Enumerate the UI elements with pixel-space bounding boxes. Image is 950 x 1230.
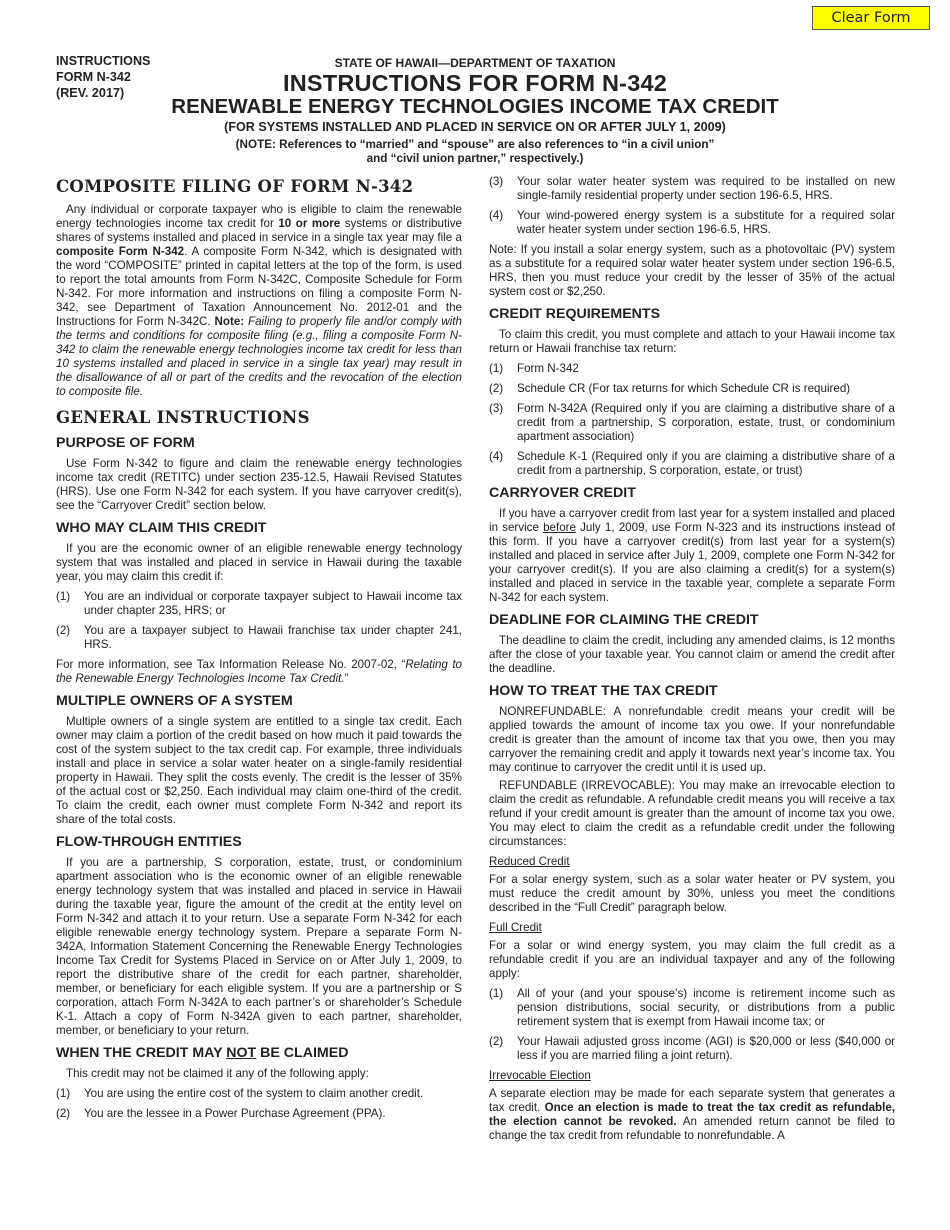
who-may-claim-heading: WHO MAY CLAIM THIS CREDIT: [56, 520, 267, 536]
full-credit-paragraph: For a solar or wind energy system, you may claim the full credit as a refundable credit if you are an individual taxpayer and any of the following apply:: [489, 939, 895, 980]
list-item: (4) Schedule K-1 (Required only if you are claiming a distributive share of a credit from a partnership, S corporation, estate, or trust): [489, 450, 895, 477]
left-column: [56, 175, 462, 1127]
tir-reference: For more information, see Tax Information Release No. 2007-02, “Relating to the Renewable Energy Technologies Income Tax Credit.”: [56, 658, 462, 685]
treat-credit-heading: HOW TO TREAT THE TAX CREDIT: [489, 683, 718, 699]
reduced-credit-paragraph: For a solar energy system, such as a solar water heater or PV system, you must reduce the credit amount by 30%, unless you meet the conditions described in the “Full Credit” paragraph below.: [489, 873, 895, 914]
flow-through-paragraph: If you are a partnership, S corporation, estate, trust, or condominium apartment association who is the economic owner of an eligible renewable energy technology system that was installed and placed in service in Hawaii during the taxable year, figure the amount of the credit at the entity level on Form N-342 and attach it to your return. Use a separate Form N-342 for each eligible renewable energy technology system. Prepare a separate Form N-342A, Information Statement Concerning the Renewable Energy Technologies Income Tax Credit for Systems Placed in Service on or After July 1, 2009, to report the distributive share of the credit for each partner, shareholder, member, or beneficiary for each eligible system. If you are a partnership or S corporation, attach Form N-342A to each partner’s or shareholder’s Schedule K-1. Attach a copy of Form N-342A given to each partner, shareholder, member, or beneficiary to your return.: [56, 856, 462, 1037]
not-claimed-note: Note: If you install a solar energy system, such as a photovoltaic (PV) system as a substitute for a required solar water heater system under section 196-6.5, HRS, then you must reduce your credit by the lesser of 35% of the actual system cost or $2,250.: [489, 243, 895, 298]
right-column: [489, 175, 895, 1149]
list-item: (2) Your Hawaii adjusted gross income (AGI) is $20,000 or less ($40,000 or less if you are married filing a joint return).: [489, 1035, 895, 1062]
deadline-heading: DEADLINE FOR CLAIMING THE CREDIT: [489, 612, 759, 628]
list-item: (1) You are an individual or corporate taxpayer subject to Hawaii income tax under chapter 235, HRS; or: [56, 590, 462, 617]
deadline-paragraph: The deadline to claim the credit, including any amended claims, is 12 months after the close of your taxable year. You cannot claim or amend the credit after the deadline.: [489, 634, 895, 675]
multiple-owners-heading: MULTIPLE OWNERS OF A SYSTEM: [56, 693, 293, 709]
page-title: INSTRUCTIONS FOR FORM N-342: [282, 70, 668, 96]
list-item: (3) Your solar water heater system was required to be installed on new single-family residential property under section 196-6.5, HRS.: [489, 175, 895, 202]
who-may-claim-paragraph: If you are the economic owner of an eligible renewable energy technology system that was installed and placed in service in Hawaii during the taxable year, you may claim this credit if:: [56, 542, 462, 583]
list-item: (2) You are a taxpayer subject to Hawaii franchise tax under chapter 241, HRS.: [56, 624, 462, 651]
carryover-heading: CARRYOVER CREDIT: [489, 485, 636, 501]
nonrefundable-paragraph: NONREFUNDABLE: A nonrefundable credit means your credit will be applied towards the amount of income tax you owe. If your nonrefundable credit is greater than the amount of income tax that you owe, then you may carryover the remaining credit and apply it towards next year’s income tax. You may continue to carryover the credit until it is used up.: [489, 705, 895, 774]
reduced-credit-label: Reduced Credit: [489, 855, 570, 868]
multiple-owners-paragraph: Multiple owners of a single system are entitled to a single tax credit. Each owner may claim a portion of the credit based on how much it paid towards the cost of the system subject to the tax credit cap. For example, three individuals install and place in service a solar water heater on a single-family residential property in Hawaii. They split the costs evenly. The credit is the lesser of 35% of the actual cost or $2,250. Each individual may claim one-third of the credit. To claim the credit, each owner must complete Form N-342 and report its share of the total costs.: [56, 715, 462, 826]
credit-requirements-paragraph: To claim this credit, you must complete and attach to your Hawaii income tax return or Hawaii franchise tax return:: [489, 328, 895, 355]
general-instructions-heading: GENERAL INSTRUCTIONS: [56, 408, 310, 427]
credit-requirements-heading: CREDIT REQUIREMENTS: [489, 306, 661, 322]
irrevocable-election-paragraph: A separate election may be made for each separate system that generates a tax credit. Once an election is made to treat the tax credit as refundable, the election cannot be revoked. An amended return cannot be filed to change the tax credit from refundable to nonrefundable. A: [489, 1087, 895, 1142]
not-claimed-heading: WHEN THE CREDIT MAY NOT BE CLAIMED: [56, 1045, 349, 1061]
carryover-paragraph: If you have a carryover credit from last year for a system installed and placed in service before July 1, 2009, use Form N-323 and its instructions instead of this form. If you have a carryover credit(s) from last year for a system(s) installed and placed in service after July 1, 2009, complete one Form N-342 for your carryover credit(s). If you are also claiming a credit(s) for a system(s) installed and placed in service in the taxable year, complete a separate Form N-342 for each system.: [489, 507, 895, 604]
list-item: (2) Schedule CR (For tax returns for which Schedule CR is required): [489, 382, 851, 395]
composite-heading: COMPOSITE FILING OF FORM N-342: [56, 177, 414, 196]
purpose-heading: PURPOSE OF FORM: [56, 435, 195, 451]
list-item: (1) Form N-342: [489, 362, 579, 375]
irrevocable-election-label: Irrevocable Election: [489, 1069, 591, 1082]
civil-union-note-line-1: (NOTE: References to “married” and “spouse” are also references to “in a civil union”: [235, 138, 715, 151]
form-id-line-2: FORM N-342: [56, 70, 131, 84]
purpose-paragraph: Use Form N-342 to figure and claim the renewable energy technologies income tax credit (RETITC) under section 235-12.5, Hawaii Revised Statutes (HRS). Use one Form N-342 for each system. If you have carryover credit(s), see the “Carryover Credit” section below.: [56, 457, 462, 512]
composite-paragraph: Any individual or corporate taxpayer who is eligible to claim the renewable energy technologies income tax credit for 10 or more systems or distributive shares of systems installed and placed in service in a single tax year may file a composite Form N-342. A composite Form N-342, which is designated with the word “COMPOSITE” printed in capital letters at the top of the form, is used to report the total amounts from Form N-342C, Composite Schedule for Form N-342. For more information and instructions on filing a composite Form N-342, see Department of Taxation Announcement No. 2012-01 and the Instructions for Form N-342C. Note: Failing to properly file and/or comply with the terms and conditions for composite filing (e.g., filing a composite Form N-342 to claim the renewable energy technologies income tax credit for less than 10 systems installed and placed in service in a single tax year) may result in the disallowance of all or part of the credits and the revocation of the election to composite file.: [56, 203, 462, 398]
applicability-note: (FOR SYSTEMS INSTALLED AND PLACED IN SERVICE ON OR AFTER JULY 1, 2009): [224, 120, 726, 134]
form-id-line-3: (REV. 2017): [56, 86, 125, 100]
clear-form-button[interactable]: Clear Form: [812, 6, 930, 30]
page-subtitle: RENEWABLE ENERGY TECHNOLOGIES INCOME TAX CREDIT: [171, 95, 779, 118]
list-item: (1) All of your (and your spouse’s) income is retirement income such as pension distributions, social security, or distributions from a public retirement system that is exempt from Hawaii income tax; or: [489, 987, 895, 1028]
form-identifier: [56, 53, 150, 101]
list-item: (2) You are the lessee in a Power Purchase Agreement (PPA).: [56, 1107, 386, 1120]
page-header: [150, 55, 800, 166]
list-item: (3) Form N-342A (Required only if you are claiming a distributive share of a credit from a partnership, S corporation, estate, trust, or condominium apartment association): [489, 402, 895, 443]
department-name: STATE OF HAWAII—DEPARTMENT OF TAXATION: [334, 56, 616, 70]
form-id-line-1: INSTRUCTIONS: [56, 54, 151, 68]
list-item: (4) Your wind-powered energy system is a substitute for a required solar water heater system under section 196-6.5, HRS.: [489, 209, 895, 236]
full-credit-label: Full Credit: [489, 921, 542, 934]
not-claimed-paragraph: This credit may not be claimed it any of the following apply:: [66, 1067, 369, 1080]
refundable-paragraph: REFUNDABLE (IRREVOCABLE): You may make an irrevocable election to claim the credit as refundable. A refundable credit means you will receive a tax refund if your credit amount is greater than the amount of income tax you owe. You may elect to claim the credit as a refundable credit under the following circumstances:: [489, 779, 895, 848]
list-item: (1) You are using the entire cost of the system to claim another credit.: [56, 1087, 424, 1100]
civil-union-note-line-2: and “civil union partner,” respectively.): [366, 152, 584, 165]
flow-through-heading: FLOW-THROUGH ENTITIES: [56, 834, 242, 850]
